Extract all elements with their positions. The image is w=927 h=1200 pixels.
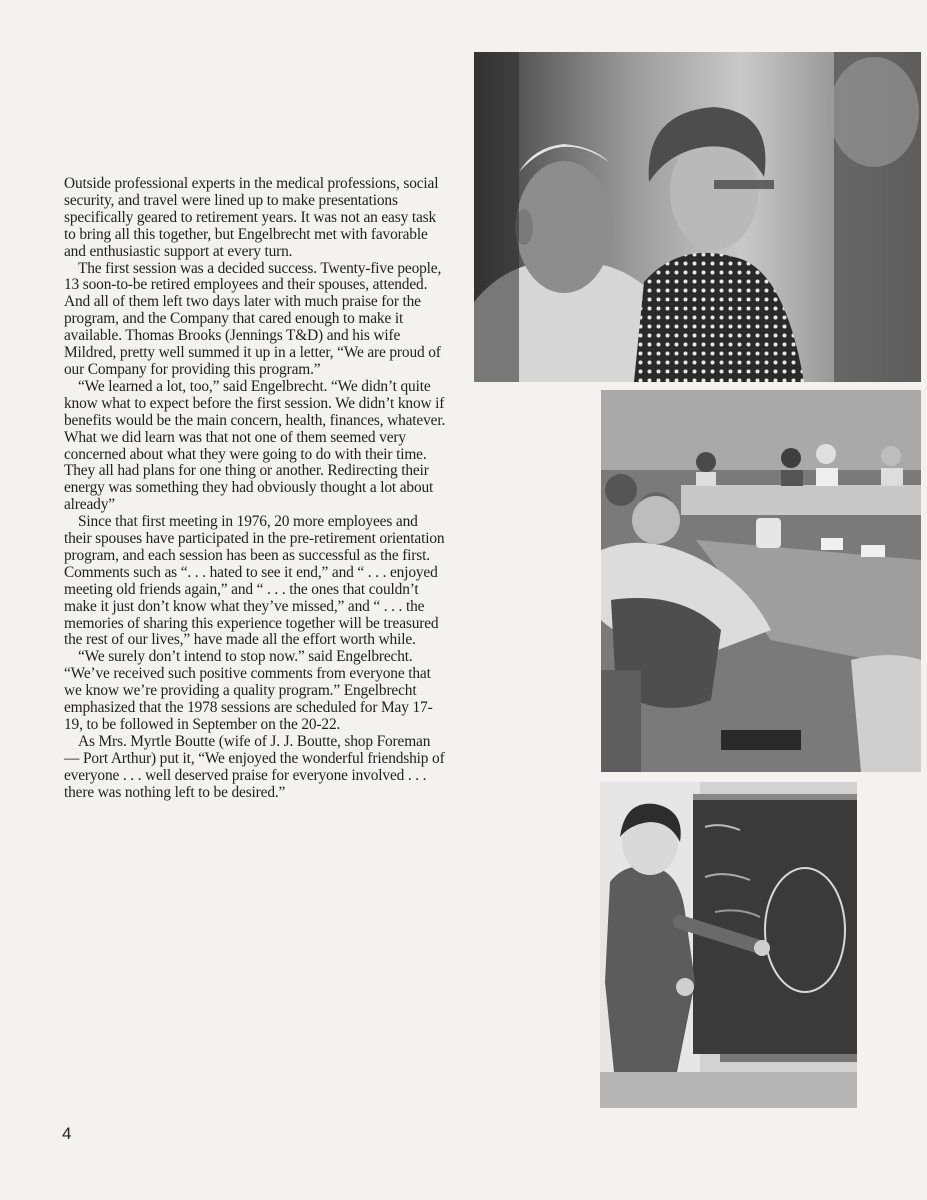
photo-woman-at-chalkboard-icon xyxy=(600,782,857,1108)
page-number: 4 xyxy=(62,1124,72,1143)
article-text xyxy=(64,176,446,802)
article-paragraph: The first session was a decided success. Twenty-five people, 13 soon-to-be retired employees and their spouses, attended. And all of them left two days later with much praise for the program, and the Company that cared enough to make it available. Thomas Brooks (Jennings T&D) and his wife Mildred, pretty well summed it up in a letter, “We are proud of our Company for providing this program.” xyxy=(64,259,442,378)
photo-woman-at-chalkboard xyxy=(600,782,857,1108)
article-paragraph: Outside professional experts in the medical professions, social security, and travel were lined up to make presentations specifically geared to retirement years. It was not an easy task to bring all this together, but Engelbrecht met with favorable and enthusiastic support at every turn. xyxy=(64,175,439,260)
article-paragraph: Since that first meeting in 1976, 20 more employees and their spouses have participated in the pre-retirement orientation program, and each session has been as successful as the first. Comments such as “. . . hated to see it end,” and “ . . . enjoyed meeting old friends again,” and “ . . . the ones that couldn’t make it just don’t know what they’ve missed,” and “ . . . the memories of sharing this experience together will be treasured the rest of our lives,” have made all the effort worth while. xyxy=(64,513,445,649)
photo-couple-listening xyxy=(474,52,921,382)
photo-meeting-tables xyxy=(601,390,921,772)
article-paragraph: As Mrs. Myrtle Boutte (wife of J. J. Boutte, shop Foreman — Port Arthur) put it, “We enjoyed the wonderful friendship of everyone . . . well deserved praise for everyone involved . . . there was nothing left to be desired.” xyxy=(64,732,445,801)
photo-couple-listening-icon xyxy=(474,52,921,382)
article-paragraph: “We surely don’t intend to stop now.” said Engelbrecht. “We’ve received such positive comments from everyone that we know we’re providing a quality program.” Engelbrecht emphasized that the 1978 sessions are scheduled for May 17-19, to be followed in September on the 20-22. xyxy=(64,648,433,733)
photo-meeting-tables-icon xyxy=(601,390,921,772)
article-paragraph: “We learned a lot, too,” said Engelbrecht. “We didn’t quite know what to expect before the first session. We didn’t know if benefits would be the main concern, health, finances, whatever. What we did learn was that not one of them seemed very concerned about what they were going to do with their time. They all had plans for one thing or another. Redirecting their energy was something they had obviously thought a lot about already” xyxy=(64,377,446,514)
